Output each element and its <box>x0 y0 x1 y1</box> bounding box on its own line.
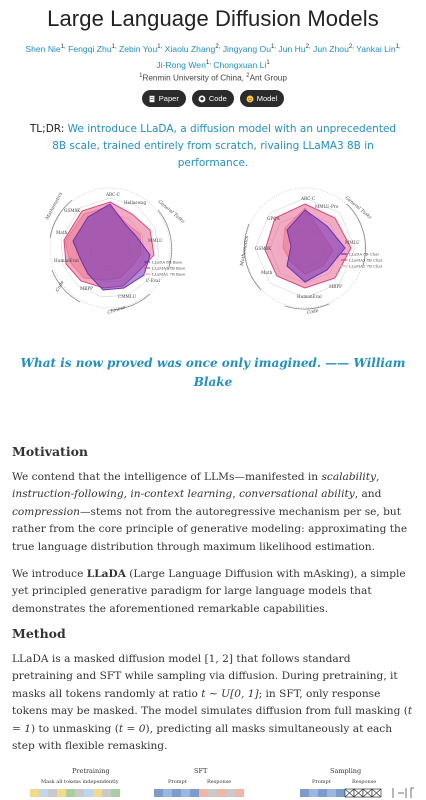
code-button[interactable]: Code <box>192 90 234 107</box>
radar-axis-label: MBPP <box>329 284 343 289</box>
sft-tokens <box>154 789 244 797</box>
figure-response-label: Response <box>207 779 232 785</box>
radar-left <box>44 188 186 316</box>
group-label: Mathematics <box>240 235 251 267</box>
author-link[interactable]: Yankai Lin$^{1,}$ <box>356 43 401 54</box>
radar-axis-label: GSM8K <box>64 208 81 213</box>
tldr-text: We introduce LLaDA, a diffusion model with an unprecedented 8B scale, trained entirely from scratch, rivaling LLaMA3 8B in performance. <box>52 123 397 170</box>
group-label: Code <box>306 308 320 316</box>
method-heading: Method <box>12 626 66 641</box>
tldr-label: TL;DR: <box>29 123 65 136</box>
radar-axis-label: HumanEval <box>297 294 322 299</box>
author-link[interactable]: Jun $Hu^{2,}$ <box>278 43 311 54</box>
radar-axis-label: CMMLU <box>118 294 136 299</box>
figure-label-pretraining: Pretraining <box>72 767 110 775</box>
group-label: Mathematics <box>45 191 64 221</box>
figure-prompt-label: Prompt <box>168 779 187 785</box>
author-link[interactable]: Ji-Rong Wen$^{1,}$ <box>156 59 211 70</box>
legend-item: LLaDA 8B Base <box>152 259 182 265</box>
radar-axis-label: HumanEval <box>54 258 79 263</box>
group-label: General Tasks <box>343 195 373 221</box>
model-button[interactable]: Model <box>240 90 284 107</box>
method-section <box>12 626 414 755</box>
figure-label-sampling: Sampling <box>330 767 362 775</box>
radar-right <box>239 188 383 316</box>
figure-sublabel: Mask all tokens independently <box>41 779 119 785</box>
page-title: Large Language Diffusion Models <box>47 6 379 31</box>
author-link[interactable]: Jun Zhou$^{2,}$ <box>313 43 354 54</box>
radar-axis-label: MMLU <box>148 238 163 243</box>
method-figure <box>0 764 426 800</box>
radar-charts <box>0 178 426 318</box>
affiliations: $^1$Renmin University of China, $^2$Ant Group <box>139 72 287 83</box>
radar-axis-label: Hellaswag <box>124 200 147 205</box>
motivation-heading: Motivation <box>12 444 89 459</box>
author-link[interactable]: Zebin You$^{1,}$ <box>119 43 163 54</box>
legend-item: LLaMA2 7B Base <box>152 271 186 277</box>
author-link[interactable]: Chongxuan Li$^1$ <box>213 59 270 70</box>
motivation-section <box>12 444 414 618</box>
group-arc <box>244 224 261 290</box>
figure-response-label: Response <box>352 779 377 785</box>
figure-label-sft: SFT <box>194 767 208 775</box>
document-icon <box>148 95 156 103</box>
author-link[interactable]: Fengqi Zhu$^{1,}$ <box>68 43 117 54</box>
radar-axis-label: Math <box>56 230 68 235</box>
quote: What is now proved was once only imagined. —— William Blake <box>20 356 406 389</box>
radar-axis-label: GSM8K <box>255 246 272 251</box>
radar-axis-label: Math <box>261 270 273 275</box>
sampling-bracket <box>393 788 414 798</box>
radar-left-legend <box>144 260 186 277</box>
huggingface-icon <box>246 95 254 103</box>
method-paragraph: LLaDA is a masked diffusion model [1, 2] that follows standard pretraining and SFT while sampling via diffusion. During pretraining, it masks all tokens randomly at ratio t ∼ U[0, 1]; in SFT, only response tokens may be masked. The model simulates diffusion from full masking (t = 1) to unmasking (t = 0), predicting all masks simultaneously at each step with flexible remasking. <box>12 653 413 753</box>
motivation-paragraph-1: We contend that the intelligence of LLMs—manifested in scalability, instruction-following, in-context learning, conversational ability, and compression—stems not from the autoregressive mechanism per se, but rather from the core principle of generative modeling: approximating the true language distribution through maximum likelihood estimation. <box>12 471 408 553</box>
radar-axis-label: MBPP <box>80 286 94 291</box>
github-icon <box>198 95 206 103</box>
legend-item: LLaDA 8B Chat <box>349 251 379 257</box>
radar-axis-label: MMLU <box>345 240 360 245</box>
link-buttons <box>0 90 426 107</box>
legend-item: LLaMA3 8B Base <box>152 265 186 271</box>
tldr <box>28 121 398 172</box>
author-link[interactable]: Jingyang $Ou^{1,}$ <box>222 43 276 54</box>
author-list <box>18 40 408 72</box>
radar-axis-label: ARC-C <box>106 192 120 197</box>
radar-axis-label: GPQA <box>267 216 280 221</box>
radar-figure <box>0 178 426 318</box>
legend-item: LLaMA3 8B Chat <box>349 257 383 263</box>
radar-axis-label: ARC-C <box>301 196 315 201</box>
author-link[interactable]: Xiaolu Zhang$^{2,}$ <box>164 43 221 54</box>
author-link[interactable]: Shen Nie$^{1,}$ <box>25 43 66 54</box>
sampling-tokens <box>300 789 381 797</box>
radar-axis-label: C-Eval <box>146 278 160 283</box>
radar-axis-label: MMLU-Pro <box>315 204 339 209</box>
paper-button[interactable]: Paper <box>142 90 186 107</box>
pretraining-tokens <box>30 789 120 797</box>
method-figure-svg <box>0 764 426 800</box>
group-label: General Tasks <box>156 199 186 225</box>
figure-prompt-label: Prompt <box>312 779 331 785</box>
motivation-paragraph-2: We introduce LLaDA (Large Language Diffusion with mAsking), a simple yet principled generative paradigm for large language models that demonstrates the aforementioned remarkable capabilities. <box>12 568 406 615</box>
legend-item: LLaMA2 7B Chat <box>349 263 383 269</box>
group-label: Code <box>55 280 66 293</box>
group-label: Chinese <box>107 305 127 316</box>
